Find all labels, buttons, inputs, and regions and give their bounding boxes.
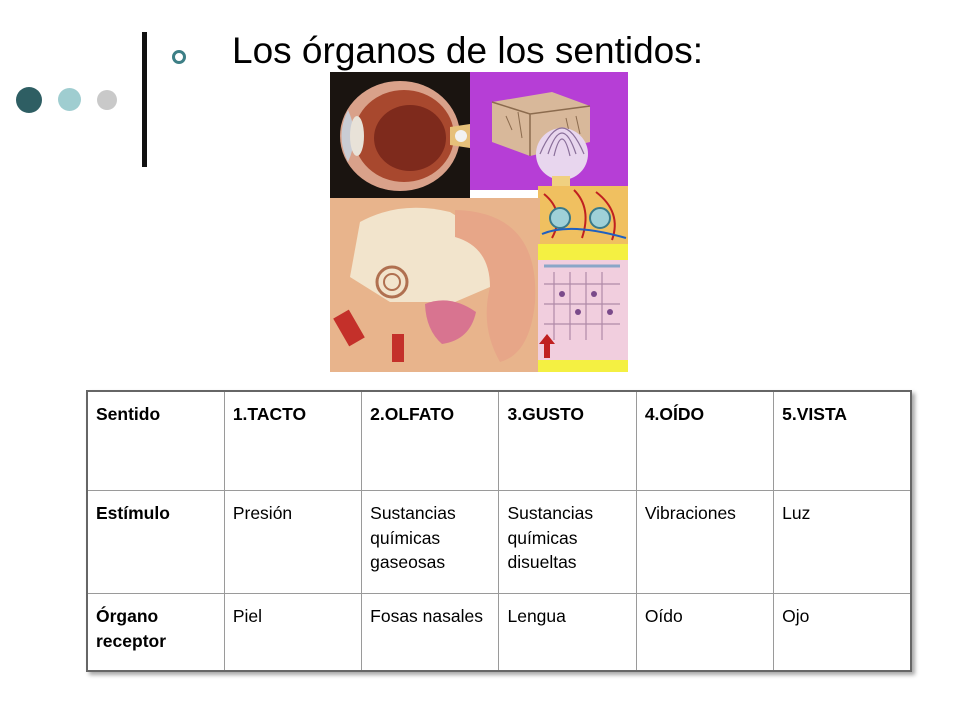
- table-cell: Presión: [224, 491, 361, 594]
- senses-table: [86, 390, 912, 672]
- slide-title: Los órganos de los sentidos:: [232, 30, 704, 71]
- header-cell: 3.GUSTO: [499, 391, 636, 491]
- eye-anatomy-image: [330, 72, 470, 198]
- table-cell: Fosas nasales: [362, 594, 499, 672]
- decorative-dot-gray: [97, 90, 117, 110]
- table-row: [87, 594, 911, 672]
- table-cell: Sustancias químicas disueltas: [499, 491, 636, 594]
- olfactory-receptor-image: [470, 72, 628, 190]
- row-header-cell: Estímulo: [87, 491, 224, 594]
- skin-receptors-image: [538, 186, 628, 244]
- table-cell: Sustancias químicas gaseosas: [362, 491, 499, 594]
- table-cell: Piel: [224, 594, 361, 672]
- decorative-dot-dark: [16, 87, 42, 113]
- sense-organs-collage: [330, 72, 628, 372]
- header-cell: 1.TACTO: [224, 391, 361, 491]
- table-cell: Lengua: [499, 594, 636, 672]
- table-cell: Vibraciones: [636, 491, 773, 594]
- decorative-vertical-line: [142, 32, 147, 167]
- header-cell: 2.OLFATO: [362, 391, 499, 491]
- table-cell: Oído: [636, 594, 773, 672]
- row-header-cell: Órgano receptor: [87, 594, 224, 672]
- bullet-icon: [172, 50, 186, 64]
- header-cell: Sentido: [87, 391, 224, 491]
- table-cell: Ojo: [774, 594, 911, 672]
- table-cell: Luz: [774, 491, 911, 594]
- ear-anatomy-image: [330, 198, 540, 372]
- header-cell: 5.VISTA: [774, 391, 911, 491]
- table-header-row: [87, 391, 911, 491]
- header-cell: 4.OÍDO: [636, 391, 773, 491]
- taste-bud-cells-image: [538, 244, 628, 372]
- table-row: [87, 491, 911, 594]
- decorative-dot-teal: [58, 88, 81, 111]
